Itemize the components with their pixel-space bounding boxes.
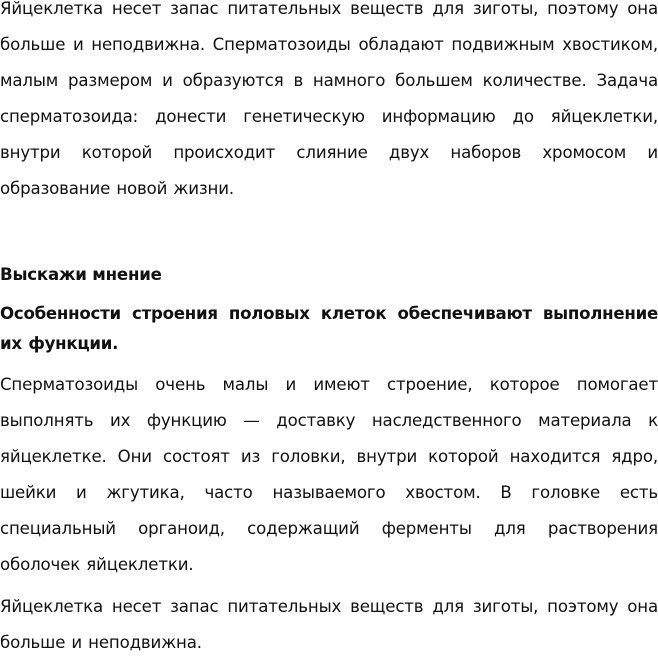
intro-paragraph: Яйцеклетка несет запас питательных веществ для зиготы, поэтому она больше и неподвижна. Сперматозоиды обладают подвижным хвостиком, малым размером и образуются в намного большем количестве. Задача сперматозоида: донести генетическую информацию до яйцеклетки, внутри которой происходит слияние двух наборов хромосом и образование новой жизни.	[0, 0, 658, 198]
section-spacer	[0, 207, 658, 257]
opinion-section	[0, 257, 658, 661]
sperm-paragraph: Сперматозоиды очень малы и имеют строение, которое помогает выполнять их функцию — доставку наследственного материала к яйцеклетке. Они состоят из головки, внутри которой находится ядро, шейки и жгутика, часто называемого хвостом. В головке есть специальный органоид, содержащий ферменты для растворения оболочек яйцеклетки.	[0, 375, 658, 574]
section-heading: Выскажи мнение	[0, 265, 162, 284]
section-claim: Особенности строения половых клеток обеспечивают выполнение их функции.	[0, 304, 658, 353]
egg-paragraph: Яйцеклетка несет запас питательных веществ для зиготы, поэтому она больше и неподвижна.	[0, 597, 658, 652]
